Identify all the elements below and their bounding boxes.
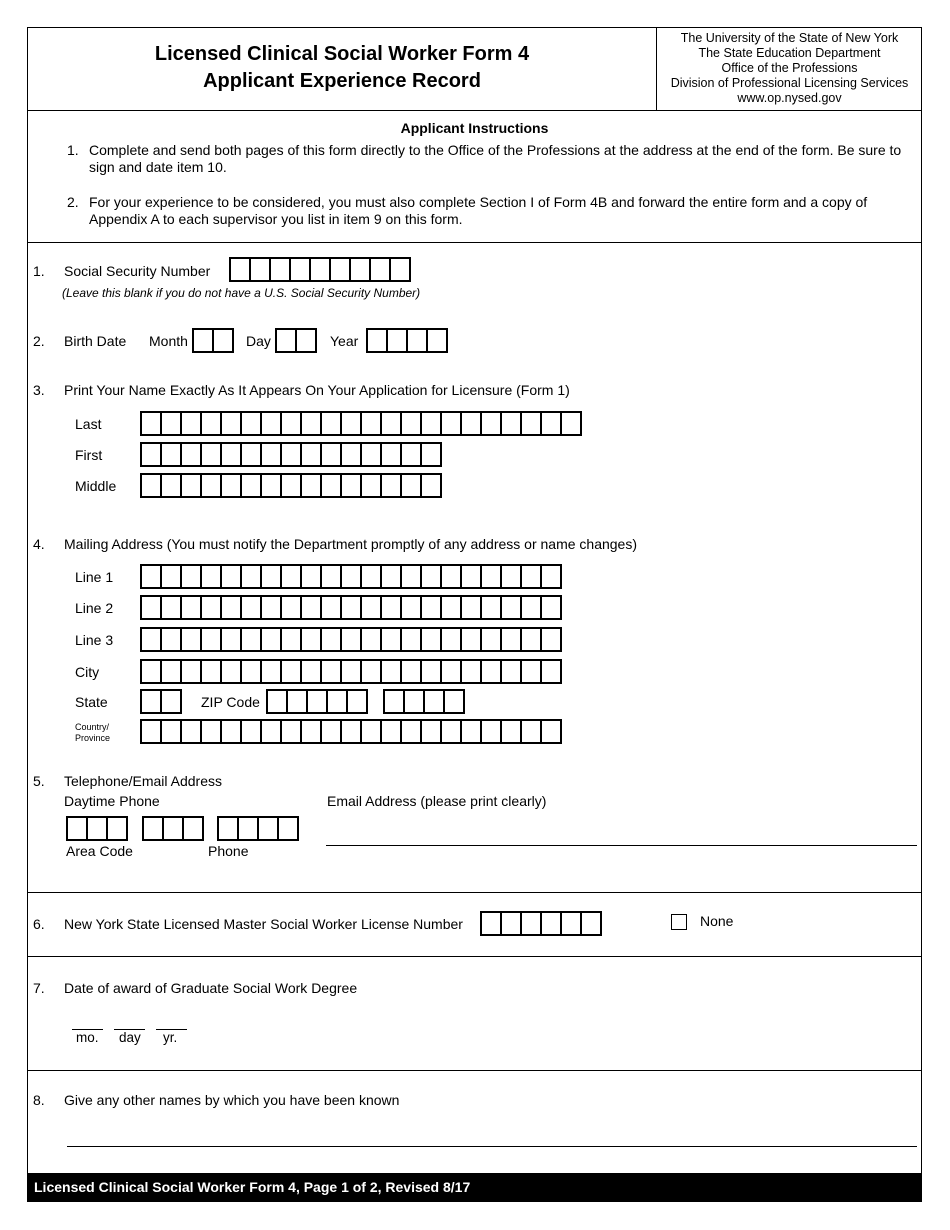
birth-month-input[interactable] [192,328,234,353]
character-box[interactable] [369,257,391,282]
character-box[interactable] [500,595,522,620]
character-box[interactable] [160,595,182,620]
page-footer: Licensed Clinical Social Worker Form 4, Page 1 of 2, Revised 8/17 [27,1173,922,1202]
character-box[interactable] [300,473,322,498]
character-box[interactable] [380,595,402,620]
character-box[interactable] [140,627,162,652]
character-box[interactable] [180,473,202,498]
character-box[interactable] [66,816,88,841]
character-box[interactable] [295,328,317,353]
zip-plus4-input[interactable] [383,689,465,714]
character-box[interactable] [160,689,182,714]
character-box[interactable] [286,689,308,714]
zip-label: ZIP Code [201,694,260,710]
none-label: None [700,913,734,929]
license-number-input[interactable] [480,911,602,936]
character-box[interactable] [440,627,462,652]
character-box[interactable] [326,689,348,714]
character-box[interactable] [289,257,311,282]
character-box[interactable] [540,911,562,936]
character-box[interactable] [560,411,582,436]
character-box[interactable] [300,627,322,652]
character-box[interactable] [360,627,382,652]
character-box[interactable] [240,411,262,436]
none-checkbox[interactable] [671,914,687,930]
character-box[interactable] [260,719,282,744]
character-box[interactable] [403,689,425,714]
character-box[interactable] [249,257,271,282]
character-box[interactable] [460,564,482,589]
character-box[interactable] [380,411,402,436]
name-section-label: Print Your Name Exactly As It Appears On Your Application for Licensure (Form 1) [64,382,570,398]
agency-url: www.op.nysed.gov [737,91,842,105]
character-box[interactable] [360,473,382,498]
item-number: 3. [33,382,45,398]
character-box[interactable] [200,719,222,744]
character-box[interactable] [280,564,302,589]
character-box[interactable] [192,328,214,353]
character-box[interactable] [220,442,242,467]
character-box[interactable] [260,627,282,652]
address-line1-input[interactable] [140,564,562,589]
character-box[interactable] [560,911,582,936]
character-box[interactable] [320,627,342,652]
character-box[interactable] [140,564,162,589]
divider [27,892,922,893]
character-box[interactable] [360,595,382,620]
character-box[interactable] [400,659,422,684]
character-box[interactable] [380,719,402,744]
last-name-input[interactable] [140,411,582,436]
character-box[interactable] [443,689,465,714]
character-box[interactable] [540,659,562,684]
city-label: City [75,664,100,680]
item-number: 2. [33,333,45,349]
character-box[interactable] [140,442,162,467]
character-box[interactable] [520,627,542,652]
item-number: 5. [33,773,45,789]
character-box[interactable] [380,473,402,498]
character-box[interactable] [220,411,242,436]
phone-prefix-input[interactable] [142,816,204,841]
character-box[interactable] [360,719,382,744]
instruction-text: For your experience to be considered, you must also complete Section I of Form 4B and forward the entire form and a copy of Appendix A to each supervisor you list in item 9 on this form. [89,194,868,227]
divider [27,242,922,243]
phone-line-input[interactable] [217,816,299,841]
first-name-input[interactable] [140,442,442,467]
divider [27,956,922,957]
character-box[interactable] [160,719,182,744]
character-box[interactable] [300,442,322,467]
country-input[interactable] [140,719,562,744]
license-label: New York State Licensed Master Social Worker License Number [64,916,463,932]
character-box[interactable] [200,442,222,467]
instruction-text: Complete and send both pages of this form directly to the Office of the Professions at the address at the end of the form. Be sure to sign and date item 10. [89,142,902,175]
character-box[interactable] [160,442,182,467]
character-box[interactable] [420,442,442,467]
character-box[interactable] [160,659,182,684]
email-input[interactable] [326,845,917,846]
address-line2-input[interactable] [140,595,562,620]
character-box[interactable] [300,719,322,744]
character-box[interactable] [275,328,297,353]
character-box[interactable] [340,719,362,744]
character-box[interactable] [580,911,602,936]
character-box[interactable] [460,627,482,652]
character-box[interactable] [280,627,302,652]
character-box[interactable] [160,411,182,436]
character-box[interactable] [237,816,259,841]
city-input[interactable] [140,659,562,684]
character-box[interactable] [480,564,502,589]
character-box[interactable] [220,473,242,498]
character-box[interactable] [426,328,448,353]
degree-day-label: day [119,1030,141,1045]
character-box[interactable] [360,659,382,684]
degree-year-label: yr. [163,1030,178,1045]
character-box[interactable] [360,442,382,467]
character-box[interactable] [420,473,442,498]
divider [27,1070,922,1071]
character-box[interactable] [440,659,462,684]
ssn-note: (Leave this blank if you do not have a U.S. Social Security Number) [62,286,421,300]
state-input[interactable] [140,689,182,714]
character-box[interactable] [540,719,562,744]
character-box[interactable] [200,411,222,436]
character-box[interactable] [500,411,522,436]
character-box[interactable] [240,719,262,744]
character-box[interactable] [460,411,482,436]
character-box[interactable] [200,473,222,498]
character-box[interactable] [460,595,482,620]
character-box[interactable] [406,328,428,353]
character-box[interactable] [360,564,382,589]
character-box[interactable] [220,627,242,652]
character-box[interactable] [180,719,202,744]
character-box[interactable] [260,659,282,684]
character-box[interactable] [280,442,302,467]
phone-label: Phone [208,843,249,859]
character-box[interactable] [320,659,342,684]
character-box[interactable] [400,627,422,652]
character-box[interactable] [180,659,202,684]
character-box[interactable] [500,564,522,589]
character-box[interactable] [220,595,242,620]
character-box[interactable] [162,816,184,841]
middle-name-input[interactable] [140,473,442,498]
character-box[interactable] [280,719,302,744]
area-code-label: Area Code [66,843,133,859]
character-box[interactable] [400,411,422,436]
character-box[interactable] [500,719,522,744]
other-names-input[interactable] [67,1146,917,1147]
character-box[interactable] [260,595,282,620]
character-box[interactable] [280,595,302,620]
address-line1-label: Line 1 [75,569,114,585]
character-box[interactable] [260,442,282,467]
character-box[interactable] [320,595,342,620]
character-box[interactable] [400,442,422,467]
character-box[interactable] [340,659,362,684]
address-section-label: Mailing Address (You must notify the Department promptly of any address or name changes) [64,536,637,552]
character-box[interactable] [540,595,562,620]
character-box[interactable] [240,627,262,652]
character-box[interactable] [520,595,542,620]
instruction-number: 2. [67,194,79,210]
item-number: 8. [33,1092,45,1108]
character-box[interactable] [220,719,242,744]
character-box[interactable] [386,328,408,353]
state-label: State [75,694,108,710]
character-box[interactable] [180,595,202,620]
birth-day-label: Day [246,333,271,349]
character-box[interactable] [383,689,405,714]
character-box[interactable] [520,659,542,684]
zip-input[interactable] [266,689,368,714]
character-box[interactable] [340,411,362,436]
character-box[interactable] [480,659,502,684]
character-box[interactable] [160,627,182,652]
character-box[interactable] [389,257,411,282]
character-box[interactable] [266,689,288,714]
other-names-label: Give any other names by which you have been known [64,1092,400,1108]
character-box[interactable] [420,595,442,620]
character-box[interactable] [500,911,522,936]
character-box[interactable] [420,627,442,652]
ssn-input[interactable] [229,257,411,282]
character-box[interactable] [520,411,542,436]
birth-month-label: Month [149,333,188,349]
character-box[interactable] [300,564,322,589]
phone-section-label: Telephone/Email Address [64,773,222,789]
birth-date-label: Birth Date [64,333,127,349]
agency-line: The University of the State of New York [680,31,899,45]
character-box[interactable] [200,627,222,652]
character-box[interactable] [306,689,328,714]
address-line3-input[interactable] [140,627,562,652]
form-title [27,41,657,95]
character-box[interactable] [257,816,279,841]
character-box[interactable] [380,627,402,652]
character-box[interactable] [480,719,502,744]
agency-line: Office of the Professions [721,61,858,75]
character-box[interactable] [229,257,251,282]
character-box[interactable] [500,659,522,684]
character-box[interactable] [280,411,302,436]
last-name-label: Last [75,416,102,432]
character-box[interactable] [240,442,262,467]
character-box[interactable] [240,659,262,684]
degree-label: Date of award of Graduate Social Work Degree [64,980,358,996]
character-box[interactable] [106,816,128,841]
character-box[interactable] [320,564,342,589]
email-label: Email Address (please print clearly) [327,793,547,809]
character-box[interactable] [480,411,502,436]
character-box[interactable] [540,564,562,589]
character-box[interactable] [180,411,202,436]
character-box[interactable] [140,595,162,620]
item-number: 6. [33,916,45,932]
character-box[interactable] [180,442,202,467]
character-box[interactable] [180,564,202,589]
character-box[interactable] [400,595,422,620]
instruction-number: 1. [67,142,79,158]
character-box[interactable] [260,564,282,589]
character-box[interactable] [200,564,222,589]
character-box[interactable] [366,328,388,353]
character-box[interactable] [280,473,302,498]
country-label-line: Province [75,733,111,743]
character-box[interactable] [480,911,502,936]
character-box[interactable] [440,719,462,744]
title-line-1: Licensed Clinical Social Worker Form 4 [154,43,530,65]
character-box[interactable] [400,564,422,589]
middle-name-label: Middle [75,478,117,494]
character-box[interactable] [260,411,282,436]
character-box[interactable] [440,411,462,436]
country-label [75,722,110,744]
agency-line: The State Education Department [698,46,881,60]
birth-year-input[interactable] [366,328,448,353]
character-box[interactable] [340,473,362,498]
character-box[interactable] [423,689,445,714]
character-box[interactable] [520,911,542,936]
character-box[interactable] [420,564,442,589]
character-box[interactable] [340,595,362,620]
character-box[interactable] [400,719,422,744]
character-box[interactable] [520,719,542,744]
item-number: 7. [33,980,45,996]
character-box[interactable] [182,816,204,841]
character-box[interactable] [329,257,351,282]
character-box[interactable] [320,411,342,436]
character-box[interactable] [217,816,239,841]
character-box[interactable] [140,689,162,714]
character-box[interactable] [340,442,362,467]
character-box[interactable] [320,719,342,744]
character-box[interactable] [340,564,362,589]
character-box[interactable] [380,564,402,589]
character-box[interactable] [212,328,234,353]
character-box[interactable] [160,564,182,589]
character-box[interactable] [260,473,282,498]
birth-year-label: Year [330,333,359,349]
item-number: 1. [33,263,45,279]
character-box[interactable] [240,595,262,620]
character-box[interactable] [540,411,562,436]
character-box[interactable] [180,627,202,652]
character-box[interactable] [269,257,291,282]
agency-line: Division of Professional Licensing Services [670,76,909,90]
character-box[interactable] [420,411,442,436]
item-number: 4. [33,536,45,552]
character-box[interactable] [540,627,562,652]
country-label-line: Country/ [75,722,110,732]
character-box[interactable] [160,473,182,498]
character-box[interactable] [140,659,162,684]
character-box[interactable] [349,257,371,282]
character-box[interactable] [240,564,262,589]
character-box[interactable] [346,689,368,714]
character-box[interactable] [200,659,222,684]
character-box[interactable] [300,659,322,684]
character-box[interactable] [140,411,162,436]
character-box[interactable] [277,816,299,841]
character-box[interactable] [440,595,462,620]
first-name-label: First [75,447,103,463]
character-box[interactable] [320,442,342,467]
character-box[interactable] [420,659,442,684]
divider [27,110,922,111]
instructions-heading: Applicant Instructions [400,120,549,136]
character-box[interactable] [280,659,302,684]
title-line-2: Applicant Experience Record [203,70,481,92]
character-box[interactable] [309,257,331,282]
character-box[interactable] [142,816,164,841]
ssn-label: Social Security Number [64,263,211,279]
address-line2-label: Line 2 [75,600,114,616]
character-box[interactable] [380,659,402,684]
character-box[interactable] [520,564,542,589]
area-code-input[interactable] [66,816,128,841]
address-line3-label: Line 3 [75,632,114,648]
degree-month-label: mo. [76,1030,99,1045]
character-box[interactable] [460,659,482,684]
agency-block [657,31,922,106]
character-box[interactable] [440,564,462,589]
character-box[interactable] [380,442,402,467]
character-box[interactable] [300,595,322,620]
character-box[interactable] [240,473,262,498]
character-box[interactable] [220,564,242,589]
character-box[interactable] [360,411,382,436]
character-box[interactable] [480,595,502,620]
character-box[interactable] [420,719,442,744]
daytime-phone-label: Daytime Phone [64,793,160,809]
character-box[interactable] [140,719,162,744]
character-box[interactable] [400,473,422,498]
character-box[interactable] [140,473,162,498]
character-box[interactable] [340,627,362,652]
character-box[interactable] [320,473,342,498]
character-box[interactable] [86,816,108,841]
character-box[interactable] [460,719,482,744]
character-box[interactable] [200,595,222,620]
character-box[interactable] [500,627,522,652]
character-box[interactable] [220,659,242,684]
character-box[interactable] [480,627,502,652]
character-box[interactable] [300,411,322,436]
birth-day-input[interactable] [275,328,317,353]
